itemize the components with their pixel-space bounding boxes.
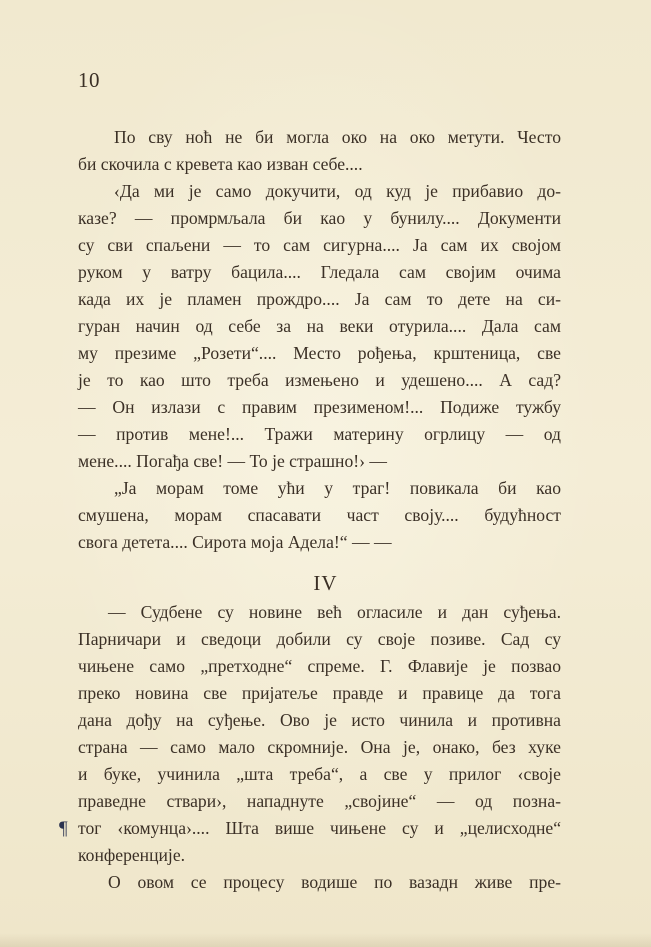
opening-paragraphs	[78, 124, 561, 475]
text-line: је то као што треба измењено и удешено.... А сад?	[78, 370, 561, 390]
text-line: „Ја морам томе ући у траг! повикала би као	[114, 478, 561, 498]
margin-annotation: ¶	[58, 818, 68, 839]
text-line: свога детета.... Сирота моја Адела!“ — —	[78, 532, 392, 552]
text-line: су сви спаљени — то сам сигурна.... Ја сам их својом	[78, 235, 561, 255]
text-line: мене.... Погађа све! — То је страшно!› —	[78, 451, 387, 471]
text-line: казе? — промрмљала би као у бунилу.... Документи	[78, 208, 561, 228]
text-line: гуран начин од себе за на веки отурила.... Дала сам	[78, 316, 561, 336]
text-line: О овом се процесу водише по вазадн живе пре-	[108, 872, 561, 892]
text-line: и буке, учинила „шта треба“, а све у прилог ‹своје	[78, 764, 561, 784]
text-line: када их је пламен прождро.... Ја сам то дете на си-	[78, 289, 561, 309]
text-line: — Он излази с правим презименом!... Подиже тужбу	[78, 397, 561, 417]
text-line: ‹Да ми је само докучити, од куд је прибавио до-	[114, 181, 561, 201]
text-line: би скочила с кревета као изван себе....	[78, 154, 363, 174]
quoted-paragraph	[78, 475, 561, 556]
text-line: смушена, морам спасавати част своју.... будућност	[78, 505, 561, 525]
text-line: чињене само „претходне“ спреме. Г. Флавије је позвао	[78, 656, 561, 676]
text-line: му презиме „Розети“.... Место рођења, крштеница, све	[78, 343, 561, 363]
text-line: По сву ноћ не би могла око на око метути. Често	[114, 127, 561, 147]
text-line: тог ‹комунца›.... Шта више чињене су и „целисходне“	[78, 818, 561, 838]
text-line: руком у ватру бацила.... Гледала сам својим очима	[78, 262, 561, 282]
text-line: — против мене!... Тражи материну огрлицу — од	[78, 424, 561, 444]
text-line: Парничари и сведоци добили су своје позиве. Сад су	[78, 629, 561, 649]
text-line: конференције.	[78, 845, 186, 865]
text-line: страна — само мало скромније. Она је, онако, без хуке	[78, 737, 561, 757]
section-heading: IV	[313, 571, 338, 595]
section-body	[78, 599, 561, 896]
page-bottom-edge	[0, 933, 651, 947]
text-line: — Судбене су новине већ огласиле и дан суђења.	[108, 602, 561, 622]
text-line: преко новина све пријатеље правде и правице да тога	[78, 683, 561, 703]
text-line: дана дођу на суђење. Ово је исто чинила и противна	[78, 710, 561, 730]
page-number: 10	[78, 68, 100, 92]
text-line: праведне ствари›, нападнуте „својине“ — од позна-	[78, 791, 561, 811]
